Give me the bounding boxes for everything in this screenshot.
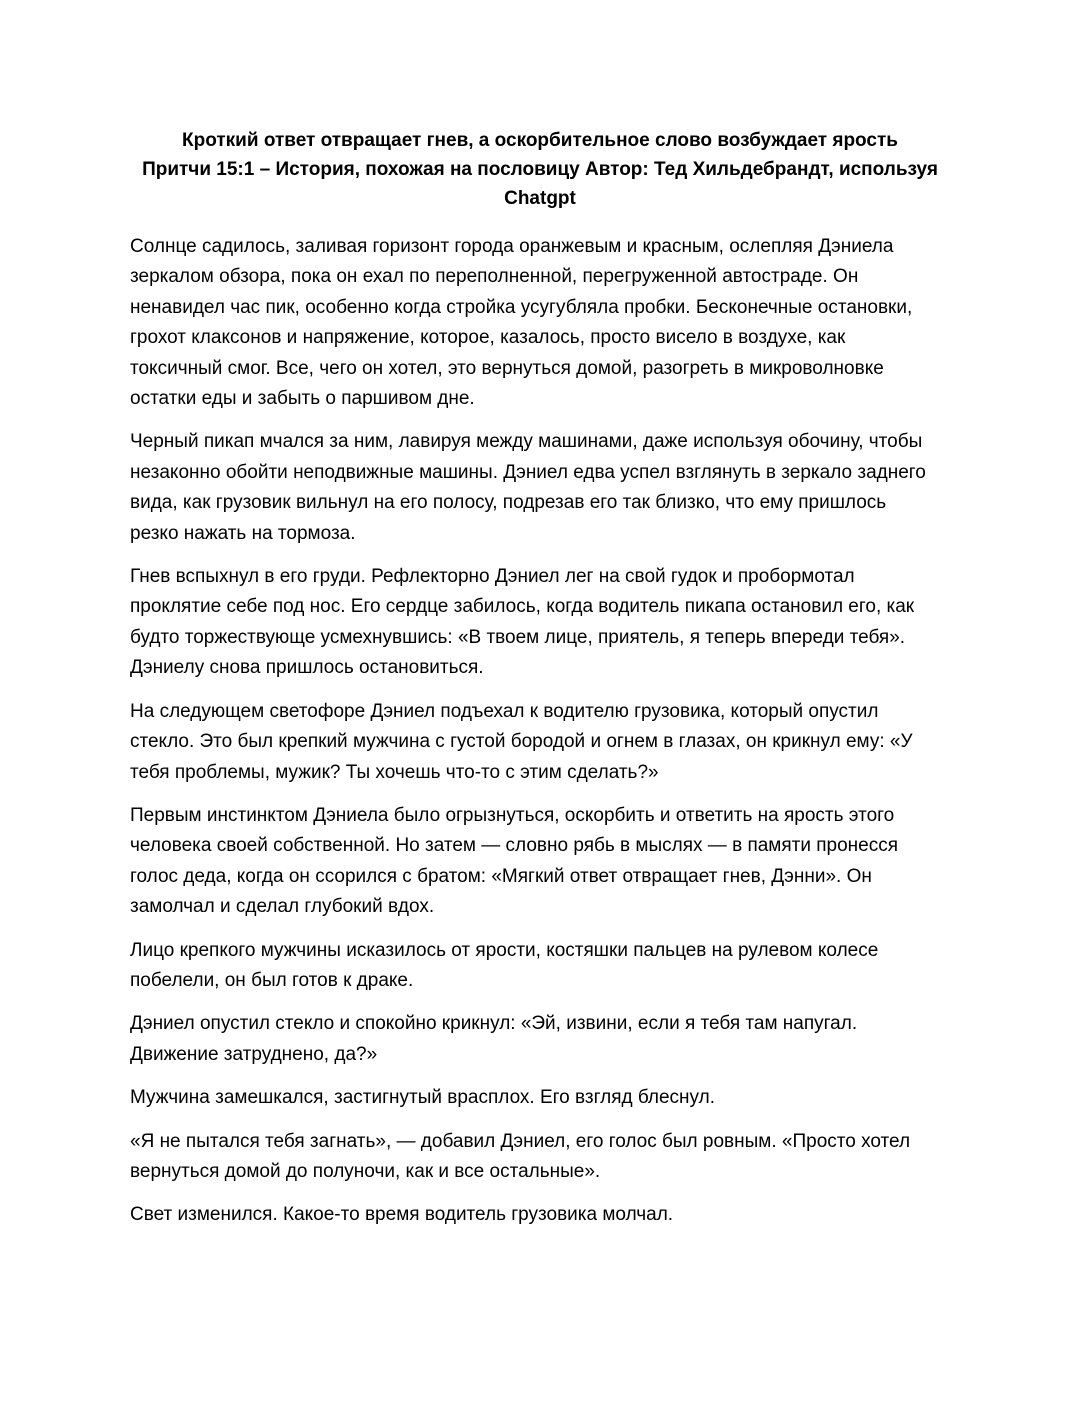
text-line: будто торжествующе усмехнувшись: «В твоем лице, приятель, я теперь впереди тебя». <box>130 626 906 648</box>
text-line: вида, как грузовик вильнул на его полосу, подрезав его так близко, что ему пришлось <box>130 492 887 514</box>
title-line: Chatgpt <box>504 188 576 209</box>
paragraph-4 <box>130 697 952 788</box>
text-line: токсичный смог. Все, чего он хотел, это вернуться домой, разогреть в микроволновке <box>130 357 884 379</box>
paragraph-7 <box>130 1009 952 1070</box>
paragraph-1 <box>130 232 952 414</box>
text-line: Солнце садилось, заливая горизонт города оранжевым и красным, ослепляя Дэниела <box>130 236 894 257</box>
paragraph-5 <box>130 801 952 923</box>
paragraph-9 <box>130 1127 952 1188</box>
text-line: проклятие себе под нос. Его сердце забилось, когда водитель пикапа остановил его, как <box>130 596 915 618</box>
text-line: Движение затруднено, да?» <box>130 1043 378 1065</box>
text-line: тебя проблемы, мужик? Ты хочешь что-то с этим сделать?» <box>130 761 659 783</box>
title-line: Кроткий ответ отвращает гнев, а оскорбительное слово возбуждает ярость <box>182 130 898 151</box>
text-line: Свет изменился. Какое-то время водитель грузовика молчал. <box>130 1204 674 1226</box>
text-line: Черный пикап мчался за ним, лавируя между машинами, даже используя обочину, чтобы <box>130 431 923 453</box>
text-line: «Я не пытался тебя загнать», — добавил Дэниел, его голос был ровным. «Просто хотел <box>130 1130 911 1152</box>
text-line: На следующем светофоре Дэниел подъехал к водителю грузовика, который опустил <box>130 700 879 722</box>
text-line: стекло. Это был крепкий мужчина с густой бородой и огнем в глазах, он крикнул ему: «У <box>130 731 913 753</box>
text-line: Лицо крепкого мужчины исказилось от ярости, костяшки пальцев на рулевом колесе <box>130 939 879 961</box>
text-line: побелели, он был готов к драке. <box>130 969 414 991</box>
text-line: Дэниелу снова пришлось остановиться. <box>130 657 484 679</box>
text-line: Мужчина замешкался, застигнутый врасплох. Его взгляд блеснул. <box>130 1087 715 1109</box>
paragraph-10 <box>130 1200 952 1230</box>
paragraph-6 <box>130 936 952 997</box>
text-line: остатки еды и забыть о паршивом дне. <box>130 388 475 410</box>
text-line: ненавидел час пик, особенно когда стройка усугубляла пробки. Бесконечные остановки, <box>130 296 913 318</box>
paragraph-8 <box>130 1083 952 1113</box>
document-title <box>130 126 950 213</box>
paragraph-3 <box>130 562 952 684</box>
text-line: Первым инстинктом Дэниела было огрызнуться, оскорбить и ответить на ярость этого <box>130 804 895 826</box>
text-line: незаконно обойти неподвижные машины. Дэниел едва успел взглянуть в зеркало заднего <box>130 461 926 483</box>
text-line: замолчал и сделал глубокий вдох. <box>130 896 435 918</box>
text-line: голос деда, когда он ссорился с братом: «Мягкий ответ отвращает гнев, Дэнни». Он <box>130 865 872 887</box>
text-line: грохот клаксонов и напряжение, которое, казалось, просто висело в воздухе, как <box>130 327 846 349</box>
title-line: Притчи 15:1 – История, похожая на пословицу Автор: Тед Хильдебрандт, используя <box>142 159 938 180</box>
text-line: зеркалом обзора, пока он ехал по переполненной, перегруженной автостраде. Он <box>130 266 859 288</box>
text-line: резко нажать на тормоза. <box>130 522 356 544</box>
text-line: вернуться домой до полуночи, как и все остальные». <box>130 1160 601 1182</box>
text-line: человека своей собственной. Но затем — словно рябь в мыслях — в памяти пронесся <box>130 835 899 857</box>
paragraph-2 <box>130 427 952 549</box>
text-line: Дэниел опустил стекло и спокойно крикнул: «Эй, извини, если я тебя там напугал. <box>130 1013 858 1035</box>
text-line: Гнев вспыхнул в его груди. Рефлекторно Дэниел лег на свой гудок и пробормотал <box>130 566 855 588</box>
document-body <box>130 232 952 1244</box>
